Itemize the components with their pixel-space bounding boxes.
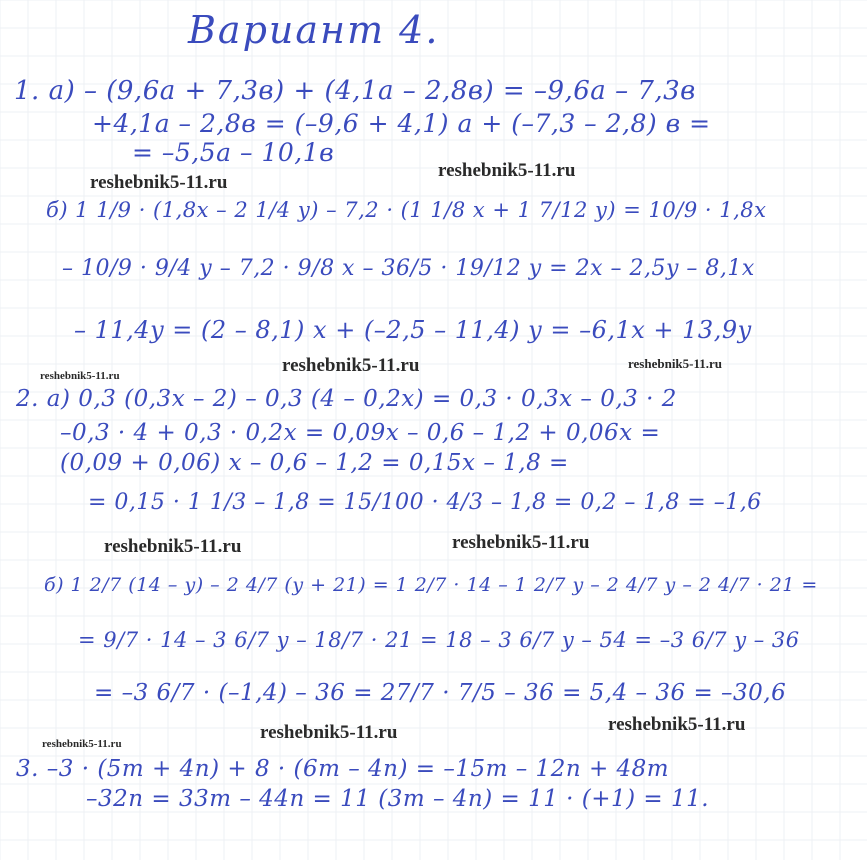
watermark: reshebnik5-11.ru	[90, 172, 228, 193]
variant-title: Вариант 4.	[188, 8, 440, 52]
watermark: reshebnik5-11.ru	[452, 532, 590, 553]
watermark: reshebnik5-11.ru	[628, 356, 723, 371]
solution-line-14: 3. –3 · (5m + 4n) + 8 · (6m – 4n) = –15m – 12n + 48m	[16, 756, 670, 782]
solution-line-7: 2. а) 0,3 (0,3x – 2) – 0,3 (4 – 0,2x) = 0,3 · 0,3x – 0,3 · 2	[16, 386, 677, 412]
solution-line-8: –0,3 · 4 + 0,3 · 0,2x = 0,09x – 0,6 – 1,2 + 0,06x =	[60, 420, 661, 446]
solution-line-4: б) 1 1/9 · (1,8x – 2 1/4 y) – 7,2 · (1 1/8 x + 1 7/12 y) = 10/9 · 1,8x	[46, 198, 767, 222]
watermark: reshebnik5-11.ru	[438, 160, 576, 181]
solution-line-15: –32n = 33m – 44n = 11 (3m – 4n) = 11 · (+1) = 11.	[86, 786, 710, 812]
solution-line-3: = –5,5а – 10,1в	[132, 138, 335, 167]
watermark: reshebnik5-11.ru	[40, 370, 120, 382]
watermark: reshebnik5-11.ru	[608, 714, 746, 735]
solution-line-11: б) 1 2/7 (14 – y) – 2 4/7 (y + 21) = 1 2/7 · 14 – 1 2/7 y – 2 4/7 y – 2 4/7 · 21 =	[44, 574, 818, 596]
solution-line-13: = –3 6/7 · (–1,4) – 36 = 27/7 · 7/5 – 36 = 5,4 – 36 = –30,6	[94, 680, 787, 706]
watermark: reshebnik5-11.ru	[260, 722, 398, 743]
watermark: reshebnik5-11.ru	[42, 738, 122, 750]
solution-line-12: = 9/7 · 14 – 3 6/7 y – 18/7 · 21 = 18 – 3 6/7 y – 54 = –3 6/7 y – 36	[78, 628, 800, 652]
solution-line-6: – 11,4y = (2 – 8,1) x + (–2,5 – 11,4) y = –6,1x + 13,9y	[74, 316, 752, 344]
solution-line-5: – 10/9 · 9/4 y – 7,2 · 9/8 x – 36/5 · 19/12 y = 2x – 2,5y – 8,1x	[62, 256, 755, 281]
watermark: reshebnik5-11.ru	[282, 355, 420, 376]
solution-line-10: = 0,15 · 1 1/3 – 1,8 = 15/100 · 4/3 – 1,8 = 0,2 – 1,8 = –1,6	[88, 490, 762, 515]
solution-line-2: +4,1а – 2,8в = (–9,6 + 4,1) а + (–7,3 – 2,8) в =	[92, 109, 711, 138]
watermark: reshebnik5-11.ru	[104, 536, 242, 557]
solution-line-9: (0,09 + 0,06) x – 0,6 – 1,2 = 0,15x – 1,8 =	[60, 450, 569, 476]
solution-line-1: 1. а) – (9,6а + 7,3в) + (4,1а – 2,8в) = –9,6а – 7,3в	[14, 76, 696, 106]
